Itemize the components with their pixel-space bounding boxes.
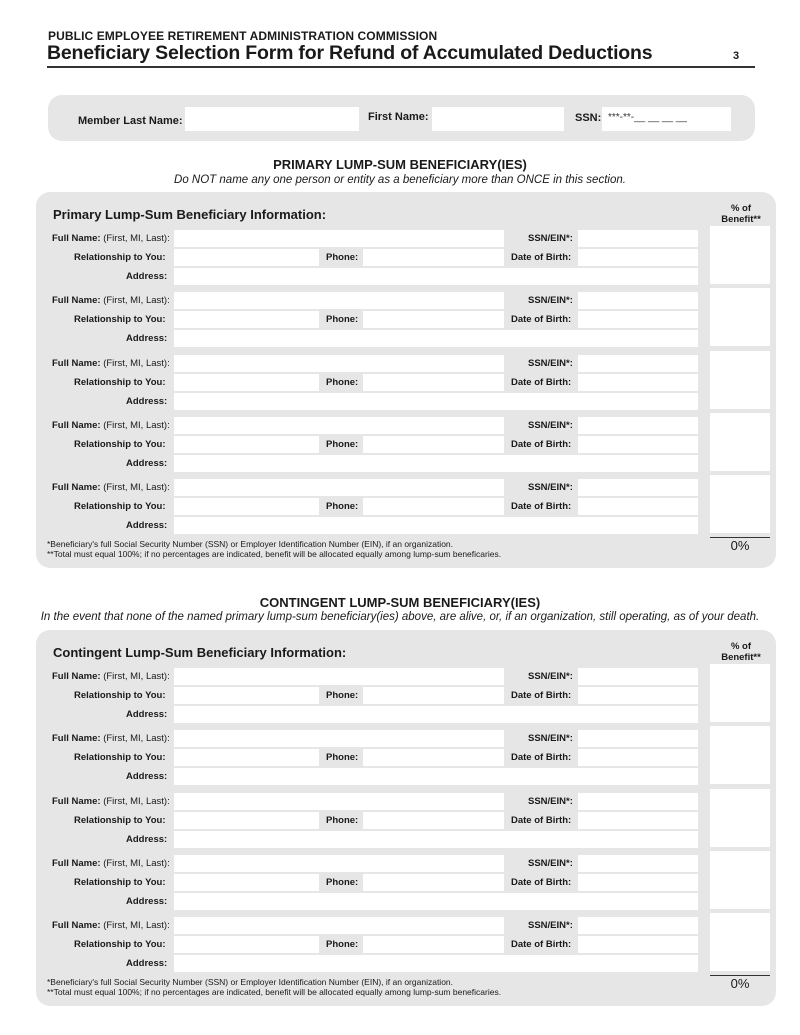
- contingent-beneficiary-2-full-name-field[interactable]: [174, 730, 504, 747]
- primary-beneficiary-5-full-name-field[interactable]: [174, 479, 504, 496]
- primary-beneficiary-1-percent-field[interactable]: [710, 226, 770, 284]
- agency-name: PUBLIC EMPLOYEE RETIREMENT ADMINISTRATION COMMISSION: [48, 29, 438, 43]
- phone-label: Phone:: [326, 252, 359, 263]
- full-name-label-text: Full Name:: [52, 420, 101, 431]
- full-name-label-text: Full Name:: [52, 733, 101, 744]
- primary-beneficiary-4: [36, 416, 776, 473]
- primary-beneficiary-2-phone-field[interactable]: [363, 311, 504, 328]
- full-name-hint: (First, MI, Last):: [100, 233, 170, 244]
- primary-beneficiary-5-relationship-field[interactable]: [174, 498, 319, 515]
- full-name-label: [52, 796, 170, 807]
- dob-label: Date of Birth:: [511, 501, 572, 512]
- member-info-box: [48, 95, 755, 141]
- primary-beneficiary-5-ssn-field[interactable]: [578, 479, 698, 496]
- primary-beneficiary-3-address-field[interactable]: [174, 393, 698, 410]
- primary-beneficiary-2-relationship-field[interactable]: [174, 311, 319, 328]
- primary-beneficiary-5-dob-field[interactable]: [578, 498, 698, 515]
- header-divider: [47, 66, 755, 68]
- dob-label: Date of Birth:: [511, 314, 572, 325]
- contingent-beneficiary-5-percent-field[interactable]: [710, 913, 770, 971]
- full-name-hint: (First, MI, Last):: [100, 358, 170, 369]
- pct-header-line1: % of: [730, 641, 752, 652]
- relationship-label: Relationship to You:: [74, 752, 166, 763]
- member-first-name-label: First Name:: [368, 111, 429, 123]
- ssn-ein-label: SSN/EIN*:: [528, 671, 573, 682]
- dob-label: Date of Birth:: [511, 252, 572, 263]
- primary-beneficiary-1-phone-field[interactable]: [363, 249, 504, 266]
- contingent-beneficiary-1-address-field[interactable]: [174, 706, 698, 723]
- contingent-beneficiary-4-phone-field[interactable]: [363, 874, 504, 891]
- contingent-total-percent: 0%: [730, 976, 750, 991]
- dob-label: Date of Birth:: [511, 439, 572, 450]
- primary-beneficiary-5-address-field[interactable]: [174, 517, 698, 534]
- contingent-beneficiary-2-percent-field[interactable]: [710, 726, 770, 784]
- contingent-beneficiary-3-relationship-field[interactable]: [174, 812, 319, 829]
- primary-beneficiary-3-relationship-field[interactable]: [174, 374, 319, 391]
- contingent-beneficiary-1-relationship-field[interactable]: [174, 687, 319, 704]
- contingent-beneficiary-5-ssn-field[interactable]: [578, 917, 698, 934]
- contingent-beneficiary-5-phone-field[interactable]: [363, 936, 504, 953]
- ssn-ein-label: SSN/EIN*:: [528, 482, 573, 493]
- contingent-pct-header: [711, 641, 771, 663]
- full-name-label-text: Full Name:: [52, 858, 101, 869]
- member-ssn-label: SSN:: [575, 112, 602, 124]
- contingent-beneficiary-4-dob-field[interactable]: [578, 874, 698, 891]
- dob-label: Date of Birth:: [511, 815, 572, 826]
- contingent-beneficiary-1-percent-field[interactable]: [710, 664, 770, 722]
- ssn-mask: ***-**-__ __ __ __: [608, 112, 687, 123]
- relationship-label: Relationship to You:: [74, 815, 166, 826]
- contingent-beneficiary-5: [36, 916, 776, 973]
- contingent-beneficiary-3: [36, 792, 776, 849]
- ssn-ein-label: SSN/EIN*:: [528, 295, 573, 306]
- contingent-beneficiary-4-address-field[interactable]: [174, 893, 698, 910]
- primary-beneficiary-4-address-field[interactable]: [174, 455, 698, 472]
- relationship-label: Relationship to You:: [74, 439, 166, 450]
- dob-label: Date of Birth:: [511, 690, 572, 701]
- contingent-beneficiary-1-phone-field[interactable]: [363, 687, 504, 704]
- contingent-beneficiary-panel: [36, 630, 776, 1006]
- primary-footnote-1: *Beneficiary's full Social Security Number (SSN) or Employer Identification Number (EIN), if an organization.: [47, 539, 454, 549]
- ssn-ein-label: SSN/EIN*:: [528, 233, 573, 244]
- full-name-hint: (First, MI, Last):: [100, 858, 170, 869]
- primary-beneficiary-3-full-name-field[interactable]: [174, 355, 504, 372]
- phone-label: Phone:: [326, 439, 359, 450]
- dob-label: Date of Birth:: [511, 752, 572, 763]
- full-name-hint: (First, MI, Last):: [100, 920, 170, 931]
- primary-panel-title: Primary Lump-Sum Beneficiary Information:: [53, 207, 327, 222]
- contingent-beneficiary-2: [36, 729, 776, 786]
- primary-beneficiary-1-address-field[interactable]: [174, 268, 698, 285]
- contingent-beneficiary-5-address-field[interactable]: [174, 955, 698, 972]
- contingent-panel-title: Contingent Lump-Sum Beneficiary Information:: [53, 645, 347, 660]
- full-name-label: [52, 482, 170, 493]
- contingent-beneficiary-3-percent-field[interactable]: [710, 789, 770, 847]
- primary-beneficiary-3-percent-field[interactable]: [710, 351, 770, 409]
- page-title: Beneficiary Selection Form for Refund of Accumulated Deductions: [47, 42, 653, 64]
- full-name-hint: (First, MI, Last):: [100, 796, 170, 807]
- relationship-label: Relationship to You:: [74, 252, 166, 263]
- relationship-label: Relationship to You:: [74, 501, 166, 512]
- contingent-beneficiary-1-ssn-field[interactable]: [578, 668, 698, 685]
- contingent-beneficiary-1: [36, 667, 776, 724]
- primary-beneficiary-2-ssn-field[interactable]: [578, 292, 698, 309]
- member-first-name-field[interactable]: [432, 107, 564, 131]
- pct-header-line2: Benefit**: [721, 652, 761, 663]
- phone-label: Phone:: [326, 314, 359, 325]
- full-name-label: [52, 671, 170, 682]
- full-name-hint: (First, MI, Last):: [100, 295, 170, 306]
- primary-beneficiary-1-full-name-field[interactable]: [174, 230, 504, 247]
- contingent-beneficiary-2-address-field[interactable]: [174, 768, 698, 785]
- contingent-beneficiary-3-phone-field[interactable]: [363, 812, 504, 829]
- phone-label: Phone:: [326, 877, 359, 888]
- primary-beneficiary-1: [36, 229, 776, 286]
- primary-beneficiary-5-percent-field[interactable]: [710, 475, 770, 533]
- full-name-label: [52, 295, 170, 306]
- primary-beneficiary-4-relationship-field[interactable]: [174, 436, 319, 453]
- pct-header-line1: % of: [730, 203, 752, 214]
- contingent-beneficiary-3-ssn-field[interactable]: [578, 793, 698, 810]
- address-label: Address:: [126, 520, 168, 531]
- contingent-beneficiary-1-dob-field[interactable]: [578, 687, 698, 704]
- primary-beneficiary-2-percent-field[interactable]: [710, 288, 770, 346]
- contingent-beneficiary-4-ssn-field[interactable]: [578, 855, 698, 872]
- primary-beneficiary-2-address-field[interactable]: [174, 330, 698, 347]
- primary-beneficiary-3-dob-field[interactable]: [578, 374, 698, 391]
- contingent-heading: CONTINGENT LUMP-SUM BENEFICIARY(IES): [259, 595, 541, 610]
- full-name-label-text: Full Name:: [52, 671, 101, 682]
- relationship-label: Relationship to You:: [74, 377, 166, 388]
- contingent-beneficiary-3-full-name-field[interactable]: [174, 793, 504, 810]
- primary-footnote-2: **Total must equal 100%; if no percentages are indicated, benefit will be allocated equally among lump-sum beneficaries.: [47, 549, 502, 559]
- full-name-label-text: Full Name:: [52, 920, 101, 931]
- primary-beneficiary-1-ssn-field[interactable]: [578, 230, 698, 247]
- primary-beneficiary-4-dob-field[interactable]: [578, 436, 698, 453]
- dob-label: Date of Birth:: [511, 377, 572, 388]
- dob-label: Date of Birth:: [511, 877, 572, 888]
- phone-label: Phone:: [326, 939, 359, 950]
- dob-label: Date of Birth:: [511, 939, 572, 950]
- primary-beneficiary-1-dob-field[interactable]: [578, 249, 698, 266]
- contingent-subheading: In the event that none of the named primary lump-sum beneficiary(ies) above, are alive, or, if an organization, still operating, as of your death.: [40, 611, 760, 623]
- full-name-label: [52, 233, 170, 244]
- contingent-beneficiary-4-percent-field[interactable]: [710, 851, 770, 909]
- primary-subheading: Do NOT name any one person or entity as a beneficiary more than ONCE in this section.: [174, 174, 626, 186]
- pct-header-line2: Benefit**: [721, 214, 761, 225]
- contingent-footnote-2: **Total must equal 100%; if no percentages are indicated, benefit will be allocated equally among lump-sum beneficaries.: [47, 987, 502, 997]
- primary-beneficiary-5: [36, 478, 776, 535]
- full-name-label: [52, 358, 170, 369]
- full-name-hint: (First, MI, Last):: [100, 420, 170, 431]
- full-name-label-text: Full Name:: [52, 482, 101, 493]
- relationship-label: Relationship to You:: [74, 939, 166, 950]
- primary-beneficiary-4-percent-field[interactable]: [710, 413, 770, 471]
- contingent-beneficiary-4: [36, 854, 776, 911]
- address-label: Address:: [126, 834, 168, 845]
- ssn-ein-label: SSN/EIN*:: [528, 733, 573, 744]
- contingent-beneficiary-2-relationship-field[interactable]: [174, 749, 319, 766]
- full-name-label: [52, 858, 170, 869]
- contingent-beneficiary-5-dob-field[interactable]: [578, 936, 698, 953]
- phone-label: Phone:: [326, 377, 359, 388]
- primary-beneficiary-2-full-name-field[interactable]: [174, 292, 504, 309]
- phone-label: Phone:: [326, 815, 359, 826]
- contingent-beneficiary-3-address-field[interactable]: [174, 831, 698, 848]
- address-label: Address:: [126, 271, 168, 282]
- full-name-label: [52, 733, 170, 744]
- address-label: Address:: [126, 896, 168, 907]
- address-label: Address:: [126, 333, 168, 344]
- contingent-beneficiary-5-relationship-field[interactable]: [174, 936, 319, 953]
- contingent-footnote-1: *Beneficiary's full Social Security Number (SSN) or Employer Identification Number (EIN), if an organization.: [47, 977, 454, 987]
- relationship-label: Relationship to You:: [74, 877, 166, 888]
- full-name-hint: (First, MI, Last):: [100, 671, 170, 682]
- full-name-label-text: Full Name:: [52, 233, 101, 244]
- contingent-beneficiary-2-phone-field[interactable]: [363, 749, 504, 766]
- address-label: Address:: [126, 958, 168, 969]
- full-name-label: [52, 420, 170, 431]
- ssn-ein-label: SSN/EIN*:: [528, 420, 573, 431]
- full-name-label-text: Full Name:: [52, 295, 101, 306]
- contingent-beneficiary-3-dob-field[interactable]: [578, 812, 698, 829]
- member-ssn-field[interactable]: [602, 107, 731, 131]
- primary-beneficiary-1-relationship-field[interactable]: [174, 249, 319, 266]
- primary-beneficiary-panel: [36, 192, 776, 568]
- full-name-label-text: Full Name:: [52, 796, 101, 807]
- contingent-beneficiary-4-relationship-field[interactable]: [174, 874, 319, 891]
- address-label: Address:: [126, 396, 168, 407]
- address-label: Address:: [126, 458, 168, 469]
- contingent-beneficiary-2-ssn-field[interactable]: [578, 730, 698, 747]
- member-last-name-label: Member Last Name:: [78, 115, 183, 127]
- primary-beneficiary-2-dob-field[interactable]: [578, 311, 698, 328]
- contingent-beneficiary-5-full-name-field[interactable]: [174, 917, 504, 934]
- phone-label: Phone:: [326, 501, 359, 512]
- ssn-ein-label: SSN/EIN*:: [528, 796, 573, 807]
- primary-beneficiary-3: [36, 354, 776, 411]
- primary-beneficiary-4-phone-field[interactable]: [363, 436, 504, 453]
- ssn-ein-label: SSN/EIN*:: [528, 858, 573, 869]
- primary-beneficiary-4-full-name-field[interactable]: [174, 417, 504, 434]
- primary-beneficiary-3-ssn-field[interactable]: [578, 355, 698, 372]
- phone-label: Phone:: [326, 690, 359, 701]
- full-name-label-text: Full Name:: [52, 358, 101, 369]
- contingent-beneficiary-4-full-name-field[interactable]: [174, 855, 504, 872]
- phone-label: Phone:: [326, 752, 359, 763]
- primary-beneficiary-3-phone-field[interactable]: [363, 374, 504, 391]
- page-number: 3: [733, 50, 740, 62]
- primary-heading: PRIMARY LUMP-SUM BENEFICIARY(IES): [273, 157, 527, 172]
- relationship-label: Relationship to You:: [74, 690, 166, 701]
- contingent-beneficiary-2-dob-field[interactable]: [578, 749, 698, 766]
- relationship-label: Relationship to You:: [74, 314, 166, 325]
- ssn-ein-label: SSN/EIN*:: [528, 920, 573, 931]
- full-name-hint: (First, MI, Last):: [100, 482, 170, 493]
- address-label: Address:: [126, 709, 168, 720]
- primary-total-percent: 0%: [730, 538, 750, 553]
- member-last-name-field[interactable]: [185, 107, 359, 131]
- primary-pct-header: [711, 203, 771, 225]
- full-name-label: [52, 920, 170, 931]
- primary-beneficiary-5-phone-field[interactable]: [363, 498, 504, 515]
- full-name-hint: (First, MI, Last):: [100, 733, 170, 744]
- contingent-beneficiary-1-full-name-field[interactable]: [174, 668, 504, 685]
- ssn-ein-label: SSN/EIN*:: [528, 358, 573, 369]
- address-label: Address:: [126, 771, 168, 782]
- primary-beneficiary-2: [36, 291, 776, 348]
- primary-beneficiary-4-ssn-field[interactable]: [578, 417, 698, 434]
